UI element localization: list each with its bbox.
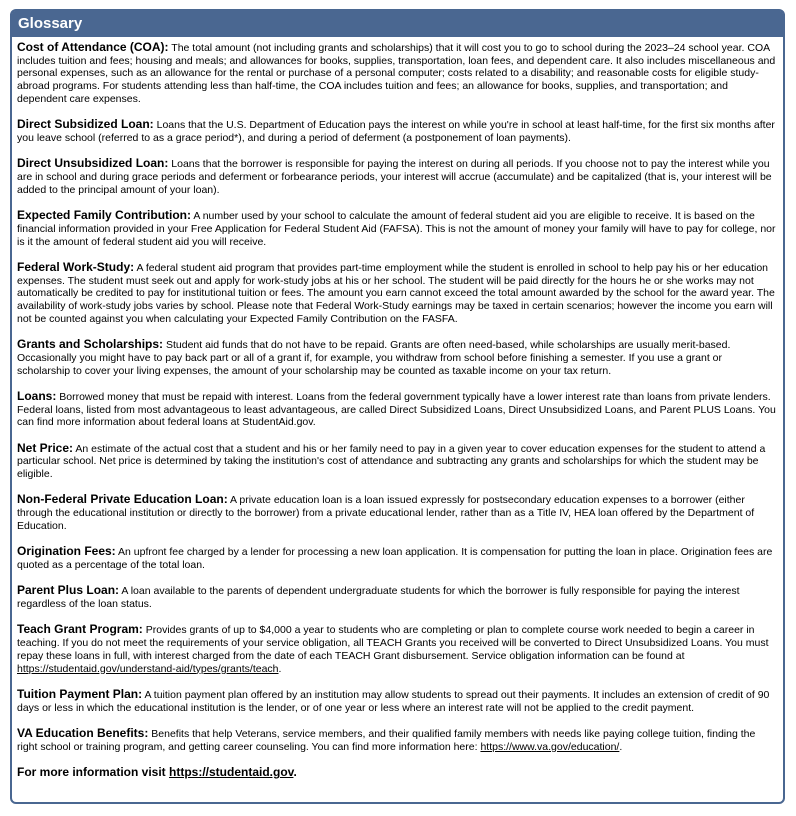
studentaid-link[interactable]: https://studentaid.gov: [169, 765, 294, 780]
definition: An upfront fee charged by a lender for processing a new loan application. It is compensation for putting the loan in place. Origination fees are quoted as a percentage of the total loan.: [17, 546, 773, 571]
glossary-entry-expected-family-contribution: [17, 209, 778, 248]
footer-end: .: [293, 765, 297, 780]
definition: Borrowed money that must be repaid with interest. Loans from the federal government typically have a lower interest rate than loans from private lenders. Federal loans, listed from most advantageous to least advantageous, are called Direct Subsidized Loans, Direct Unsubsidized Loans, and Parent PLUS Loans. You can find more information about federal loans at StudentAid.gov.: [17, 390, 776, 429]
term: Tuition Payment Plan:: [17, 686, 143, 701]
glossary-entry-grants-and-scholarships: [17, 338, 778, 377]
definition: A tuition payment plan offered by an institution may allow students to spread out their payments. It includes an extension of credit of 90 days or less in which the educational institution is the lender, or of one year or less where an interest rate will not be applied to the credit payment.: [17, 688, 770, 714]
glossary-entry-direct-subsidized-loan: [17, 118, 778, 144]
term: Origination Fees:: [17, 544, 116, 559]
glossary-entry-private-education-loan: [17, 493, 778, 532]
glossary-entry-teach-grant-program: [17, 623, 778, 675]
definition: The total amount (not including grants and scholarships) that it will cost you to go to school during the 2023–24 school year. COA includes tuition and fees; housing and meals; and allowances for books, supplies, transportation, loan fees, and dependent care. It also includes miscellaneous and personal expenses, such as an allowance for the rental or purchase of a personal computer; costs related to a disability; and reasonable costs for eligible study-abroad programs. For students attending less than half-time, the COA includes tuition and fees; an allowance for books, supplies, and transportation; and dependent care expenses.: [17, 42, 776, 105]
term: Non-Federal Private Education Loan:: [17, 492, 228, 507]
definition: An estimate of the actual cost that a student and his or her family need to pay in a given year to cover education expenses for the student to attend a particular school. Net price is determined by taking the institution's cost of attendance and subtracting any grants and scholarships for which the student may be eligible.: [17, 442, 766, 481]
va-education-link[interactable]: https://www.va.gov/education/: [480, 740, 620, 753]
definition: Benefits that help Veterans, service members, and their qualified family members with needs like paying college tuition, finding the right school or training program, and getting career counseling. You can find more information here:: [17, 728, 756, 753]
glossary-entry-federal-work-study: [17, 261, 778, 326]
teach-grant-link[interactable]: https://studentaid.gov/understand-aid/types/grants/teach: [17, 662, 279, 675]
term: Parent Plus Loan:: [17, 583, 120, 598]
term: Direct Unsubsidized Loan:: [17, 156, 169, 171]
glossary-entry-va-education-benefits: [17, 727, 778, 753]
glossary-entry-parent-plus-loan: [17, 584, 778, 610]
glossary-entry-loans: [17, 390, 778, 429]
definition: A number used by your school to calculate the amount of federal student aid you are eligible to receive. It is based on the financial information provided in your Free Application for Federal Student Aid (FAFSA). This is not the amount of money your family will have to pay for college, nor is it the amount of federal student aid you will receive.: [17, 210, 776, 248]
term: Federal Work-Study:: [17, 259, 135, 274]
definition: Student aid funds that do not have to be repaid. Grants are often need-based, while scholarships are usually merit-based. Occasionally you might have to pay back part or all of a grant if, for example, you withdraw from school before finishing a semester. If you use a grant or scholarship to cover your living expenses, the amount of your scholarship may be counted as taxable income on your tax return.: [17, 339, 731, 377]
definition: A private education loan is a loan issued expressly for postsecondary education expenses to a borrower (either through the educational institution or directly to the borrower) from a private educational lender, rather than as a Title IV, HEA loan offered by the Department of Education.: [17, 494, 755, 532]
panel-header: [12, 11, 783, 37]
definition: A loan available to the parents of dependent undergraduate students for which the borrower is fully responsible for paying the interest regardless of the loan status.: [17, 585, 740, 611]
term: Grants and Scholarships:: [17, 337, 164, 352]
glossary-panel: [10, 9, 785, 804]
footer-text: For more information visit: [17, 765, 170, 780]
term: VA Education Benefits:: [17, 726, 149, 741]
definition: A federal student aid program that provides part-time employment while the student is enrolled in school to help pay his or her education expenses. The student must seek out and apply for work-study jobs at his or her school. The student will be paid directly for the hours he or she works may not automatically be credited to pay for institutional tuition or fees. The amount you earn cannot exceed the total amount awarded by the school for the award year. The availability of work-study jobs varies by school. Please note that Federal Work-Study earnings may be taxed in certain scenarios; however the income you earn will not be counted against you when calculating your Expected Family Contribution on the FASFA.: [17, 261, 775, 325]
glossary-entry-tuition-payment-plan: [17, 688, 778, 714]
definition-end: .: [619, 740, 623, 753]
definition: Provides grants of up to $4,000 a year to students who are completing or plan to complete course work needed to begin a career in teaching. If you do not meet the requirements of your service obligation, all TEACH Grants you received will be converted to Direct Unsubsidized Loans. You must repay these loans in full, with interest charged from the date of each TEACH Grant disbursement. Service obligation information can be found at: [17, 624, 769, 662]
term: Cost of Attendance (COA):: [17, 40, 169, 54]
definition-end: .: [278, 662, 282, 675]
term: Expected Family Contribution:: [17, 208, 192, 223]
definition: Loans that the U.S. Department of Education pays the interest on while you're in school at least half-time, for the first six months after you leave school (referred to as a grace period*), and during a period of deferment (a postponement of loan payments).: [17, 119, 775, 144]
glossary-entry-direct-unsubsidized-loan: [17, 157, 778, 196]
glossary-content: [12, 37, 783, 779]
glossary-entry-cost-of-attendance: [17, 41, 778, 106]
term: Teach Grant Program:: [17, 622, 143, 637]
more-info-footer: [17, 766, 778, 779]
term: Loans:: [17, 388, 57, 403]
term: Direct Subsidized Loan:: [17, 117, 154, 132]
glossary-entry-net-price: [17, 442, 778, 481]
glossary-entry-origination-fees: [17, 545, 778, 571]
definition: Loans that the borrower is responsible for paying the interest on during all periods. If you choose not to pay the interest while you are in school and during grace periods and deferment or forbearance periods, your interest will accrue (accumulate) and be capitalized (that is, your interest will be added to the principal amount of your loan).: [17, 158, 772, 196]
term: Net Price:: [17, 440, 74, 455]
panel-title: Glossary: [18, 15, 83, 32]
